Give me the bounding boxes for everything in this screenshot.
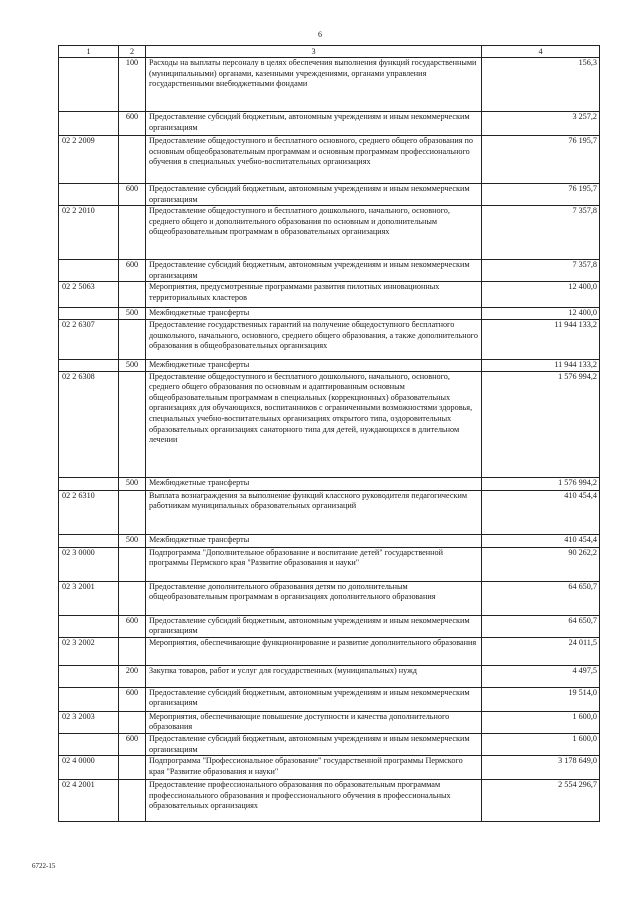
row-description: Предоставление общедоступного и бесплатного дошкольного, начального, основного, среднего общего и дополнительного образования по основным и дополнительным общеобразовательным программам в образовательных организациях	[146, 206, 482, 260]
row-expense-type	[119, 756, 146, 780]
row-code	[59, 112, 119, 136]
row-expense-type: 600	[119, 733, 146, 755]
table-row	[59, 637, 600, 665]
row-description: Предоставление субсидий бюджетным, автономным учреждениям и иным некоммерческим организациям	[146, 184, 482, 206]
row-amount: 7 357,8	[482, 206, 600, 260]
row-description: Выплата вознаграждения за выполнение функций классного руководителя педагогическим работникам муниципальных образовательных организаций	[146, 490, 482, 534]
row-code	[59, 308, 119, 320]
table-row	[59, 477, 600, 490]
header-col-1: 1	[59, 46, 119, 58]
table-row	[59, 58, 600, 112]
row-code: 02 2 2010	[59, 206, 119, 260]
row-description: Предоставление государственных гарантий на получение общедоступного бесплатного дошкольного, начального, основного, среднего общего образования, а также дополнительного образования в общеобразовательных организациях	[146, 319, 482, 359]
row-expense-type: 500	[119, 359, 146, 371]
table-row	[59, 308, 600, 320]
row-expense-type	[119, 581, 146, 615]
header-col-3: 3	[146, 46, 482, 58]
row-expense-type: 100	[119, 58, 146, 112]
table-row	[59, 282, 600, 308]
table-row	[59, 711, 600, 733]
row-code	[59, 665, 119, 687]
row-description: Предоставление субсидий бюджетным, автономным учреждениям и иным некоммерческим организациям	[146, 733, 482, 755]
header-col-2: 2	[119, 46, 146, 58]
row-amount: 1 576 994,2	[482, 477, 600, 490]
row-expense-type: 600	[119, 687, 146, 711]
row-expense-type: 600	[119, 112, 146, 136]
row-amount: 7 357,8	[482, 260, 600, 282]
row-expense-type: 200	[119, 665, 146, 687]
row-amount: 11 944 133,2	[482, 359, 600, 371]
row-description: Предоставление субсидий бюджетным, автономным учреждениям и иным некоммерческим организациям	[146, 687, 482, 711]
row-amount: 19 514,0	[482, 687, 600, 711]
row-expense-type: 500	[119, 308, 146, 320]
row-amount: 64 650,7	[482, 581, 600, 615]
row-expense-type: 500	[119, 477, 146, 490]
row-expense-type: 500	[119, 534, 146, 547]
row-description: Расходы на выплаты персоналу в целях обеспечения выполнения функций государственными (муниципальными) органами, казенными учреждениями, органами управления государственными внебюджетными фондами	[146, 58, 482, 112]
row-code	[59, 260, 119, 282]
row-amount: 12 400,0	[482, 308, 600, 320]
row-code: 02 3 2002	[59, 637, 119, 665]
row-amount: 1 576 994,2	[482, 371, 600, 477]
row-description: Мероприятия, обеспечивающие повышение доступности и качества дополнительного образования	[146, 711, 482, 733]
row-amount: 76 195,7	[482, 184, 600, 206]
row-description: Межбюджетные трансферты	[146, 359, 482, 371]
row-amount: 1 600,0	[482, 733, 600, 755]
row-amount: 90 262,2	[482, 547, 600, 581]
row-amount: 64 650,7	[482, 615, 600, 637]
table-row	[59, 371, 600, 477]
row-expense-type	[119, 780, 146, 822]
row-amount: 11 944 133,2	[482, 319, 600, 359]
row-expense-type	[119, 547, 146, 581]
row-expense-type: 600	[119, 184, 146, 206]
row-expense-type	[119, 206, 146, 260]
table-row	[59, 581, 600, 615]
table-row	[59, 665, 600, 687]
row-code: 02 2 2009	[59, 136, 119, 184]
row-code	[59, 733, 119, 755]
document-code: 6722-15	[32, 862, 56, 870]
table-header-row	[59, 46, 600, 58]
row-amount: 410 454,4	[482, 490, 600, 534]
row-code	[59, 477, 119, 490]
row-amount: 3 178 649,0	[482, 756, 600, 780]
row-code: 02 2 5063	[59, 282, 119, 308]
table-row	[59, 733, 600, 755]
row-expense-type	[119, 282, 146, 308]
row-amount: 24 011,5	[482, 637, 600, 665]
row-description: Межбюджетные трансферты	[146, 477, 482, 490]
row-amount: 3 257,2	[482, 112, 600, 136]
row-code: 02 3 2003	[59, 711, 119, 733]
row-description: Предоставление субсидий бюджетным, автономным учреждениям и иным некоммерческим организациям	[146, 112, 482, 136]
table-row	[59, 780, 600, 822]
row-expense-type	[119, 371, 146, 477]
row-amount: 1 600,0	[482, 711, 600, 733]
row-expense-type	[119, 136, 146, 184]
row-expense-type	[119, 490, 146, 534]
table-row	[59, 206, 600, 260]
row-code	[59, 534, 119, 547]
table-row	[59, 490, 600, 534]
table-row	[59, 260, 600, 282]
table-row	[59, 359, 600, 371]
row-expense-type: 600	[119, 615, 146, 637]
row-amount: 2 554 296,7	[482, 780, 600, 822]
row-code	[59, 615, 119, 637]
row-description: Предоставление субсидий бюджетным, автономным учреждениям и иным некоммерческим организациям	[146, 615, 482, 637]
table-row	[59, 112, 600, 136]
row-amount: 156,3	[482, 58, 600, 112]
row-amount: 76 195,7	[482, 136, 600, 184]
row-code: 02 3 0000	[59, 547, 119, 581]
row-expense-type	[119, 711, 146, 733]
row-code	[59, 184, 119, 206]
row-code: 02 2 6310	[59, 490, 119, 534]
row-description: Мероприятия, обеспечивающие функционирование и развитие дополнительного образования	[146, 637, 482, 665]
row-code: 02 3 2001	[59, 581, 119, 615]
table-row	[59, 184, 600, 206]
row-code	[59, 359, 119, 371]
page-number: 6	[318, 30, 322, 39]
table-row	[59, 756, 600, 780]
table-row	[59, 319, 600, 359]
row-description: Подпрограмма "Профессиональное образование" государственной программы Пермского края "Развитие образования и науки"	[146, 756, 482, 780]
table-row	[59, 615, 600, 637]
row-description: Предоставление общедоступного и бесплатного основного, среднего общего образования по основным общеобразовательным программам и основным программам профессионального обучения в специальных учебно-воспитательных организациях	[146, 136, 482, 184]
table-row	[59, 547, 600, 581]
row-description: Предоставление общедоступного и бесплатного дошкольного, начального, основного, среднего общего образования по основным и адаптированным основным общеобразовательным программам в специальных (коррекционных) образовательных организациях для обучающихся, воспитанников с ограниченными возможностями здоровья, специальных учебно-воспитательных организациях открытого типа, оздоровительных образовательных организациях санаторного типа для детей, нуждающихся в длительном лечении	[146, 371, 482, 477]
row-code: 02 2 6307	[59, 319, 119, 359]
row-description: Предоставление дополнительного образования детям по дополнительным общеобразовательным программам в организациях дополнительного образования	[146, 581, 482, 615]
budget-table	[58, 45, 600, 822]
row-description: Межбюджетные трансферты	[146, 534, 482, 547]
row-description: Межбюджетные трансферты	[146, 308, 482, 320]
row-code	[59, 687, 119, 711]
table-row	[59, 687, 600, 711]
row-code: 02 4 2001	[59, 780, 119, 822]
row-amount: 410 454,4	[482, 534, 600, 547]
table-row	[59, 136, 600, 184]
row-code: 02 2 6308	[59, 371, 119, 477]
row-description: Предоставление субсидий бюджетным, автономным учреждениям и иным некоммерческим организациям	[146, 260, 482, 282]
header-col-4: 4	[482, 46, 600, 58]
row-description: Предоставление профессионального образования по образовательным программам профессионального образования и профессионального обучения в профессиональных образовательных организациях	[146, 780, 482, 822]
row-amount: 4 497,5	[482, 665, 600, 687]
row-amount: 12 400,0	[482, 282, 600, 308]
row-expense-type	[119, 319, 146, 359]
table-row	[59, 534, 600, 547]
row-expense-type	[119, 637, 146, 665]
row-description: Подпрограмма "Дополнительное образование и воспитание детей" государственной программы Пермского края "Развитие образования и науки"	[146, 547, 482, 581]
row-expense-type: 600	[119, 260, 146, 282]
row-code: 02 4 0000	[59, 756, 119, 780]
row-description: Закупка товаров, работ и услуг для государственных (муниципальных) нужд	[146, 665, 482, 687]
row-description: Мероприятия, предусмотренные программами развития пилотных инновационных территориальных кластеров	[146, 282, 482, 308]
row-code	[59, 58, 119, 112]
